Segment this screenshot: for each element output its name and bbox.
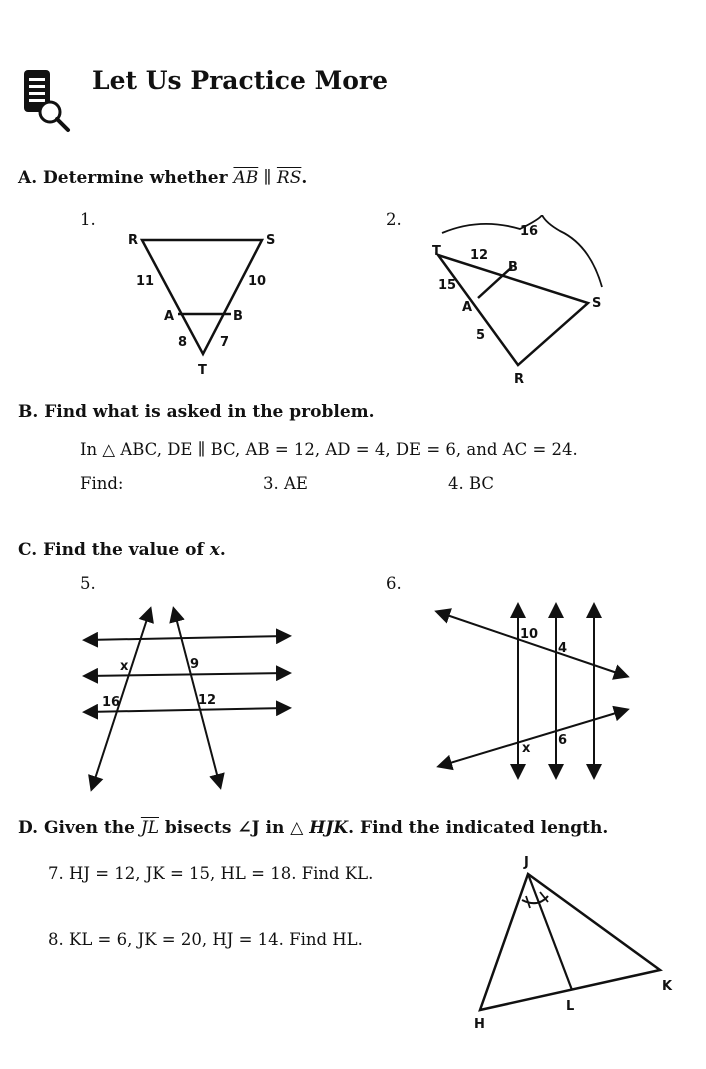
figure-1-triangle: [120, 222, 290, 382]
label-b2: B: [508, 260, 518, 275]
label-s: S: [266, 233, 276, 248]
label-r2: R: [514, 372, 525, 387]
question-4: 4. BC: [448, 474, 495, 493]
segment-jl: $\overline{JL}$: [140, 818, 159, 838]
question-8: 8. KL = 6, JK = 20, HJ = 14. Find HL.: [48, 930, 363, 949]
label-x5: x: [120, 659, 129, 674]
label-10: 10: [248, 274, 267, 289]
segment-ab: $\overline{AB}$: [233, 168, 259, 188]
label-r: R: [128, 233, 139, 248]
item-2-number: 2.: [386, 210, 402, 229]
section-c-heading: C. Find the value of x.: [18, 540, 226, 560]
section-b-heading: B. Find what is asked in the problem.: [18, 402, 375, 422]
label-11: 11: [136, 274, 155, 289]
label-5: 5: [476, 328, 486, 343]
book-magnifier-icon: [20, 68, 76, 136]
item-5-number: 5.: [80, 574, 96, 593]
label-10b: 10: [520, 627, 539, 642]
section-b-given: In △ ABC, DE ∥ BC, AB = 12, AD = 4, DE = 6, and AC = 24.: [80, 440, 578, 459]
triangle-hjk: [480, 874, 660, 1010]
label-15: 15: [438, 278, 457, 293]
label-t: T: [198, 363, 207, 378]
label-7: 7: [220, 335, 230, 350]
question-7: 7. HJ = 12, JK = 15, HL = 18. Find KL.: [48, 864, 374, 883]
variable-x: x: [209, 540, 220, 560]
label-h: H: [474, 1017, 485, 1032]
figure-6-parallels: [430, 598, 635, 783]
figure-5-transversals: [80, 600, 300, 795]
label-k: K: [662, 979, 673, 994]
item-6-number: 6.: [386, 574, 402, 593]
label-a2: A: [462, 300, 473, 315]
segment-ab-line-2: [478, 267, 512, 298]
label-4: 4: [558, 641, 568, 656]
segment-rs: $\overline{RS}$: [276, 168, 302, 188]
label-8: 8: [178, 335, 188, 350]
label-12: 12: [470, 248, 489, 263]
label-a: A: [164, 309, 175, 324]
section-a-heading: A. Determine whether $\overline{AB}$ ∥ $\overline{RS}$.: [18, 168, 308, 188]
label-j: J: [524, 855, 529, 870]
triangle-rst: [142, 240, 262, 354]
figure-d-triangle: [462, 850, 682, 1035]
label-9: 9: [190, 657, 200, 672]
label-b: B: [233, 309, 243, 324]
item-1-number: 1.: [80, 210, 96, 229]
question-3: 3. AE: [263, 474, 308, 493]
label-6: 6: [558, 733, 568, 748]
label-s2: S: [592, 296, 602, 311]
triangle-hjk-name: HJK: [309, 818, 349, 838]
find-label: Find:: [80, 474, 124, 493]
label-x6: x: [522, 741, 531, 756]
figure-2-triangle: [420, 215, 620, 390]
label-12b: 12: [198, 693, 217, 708]
section-d-heading: D. Given the $\overline{JL}$ bisects ∠J in △ HJK. Find the indicated length.: [18, 818, 609, 838]
label-t2: T: [432, 244, 441, 259]
label-l: L: [566, 999, 575, 1014]
page-title: Let Us Practice More: [92, 66, 389, 95]
label-16b: 16: [102, 695, 121, 710]
label-16: 16: [520, 224, 539, 239]
